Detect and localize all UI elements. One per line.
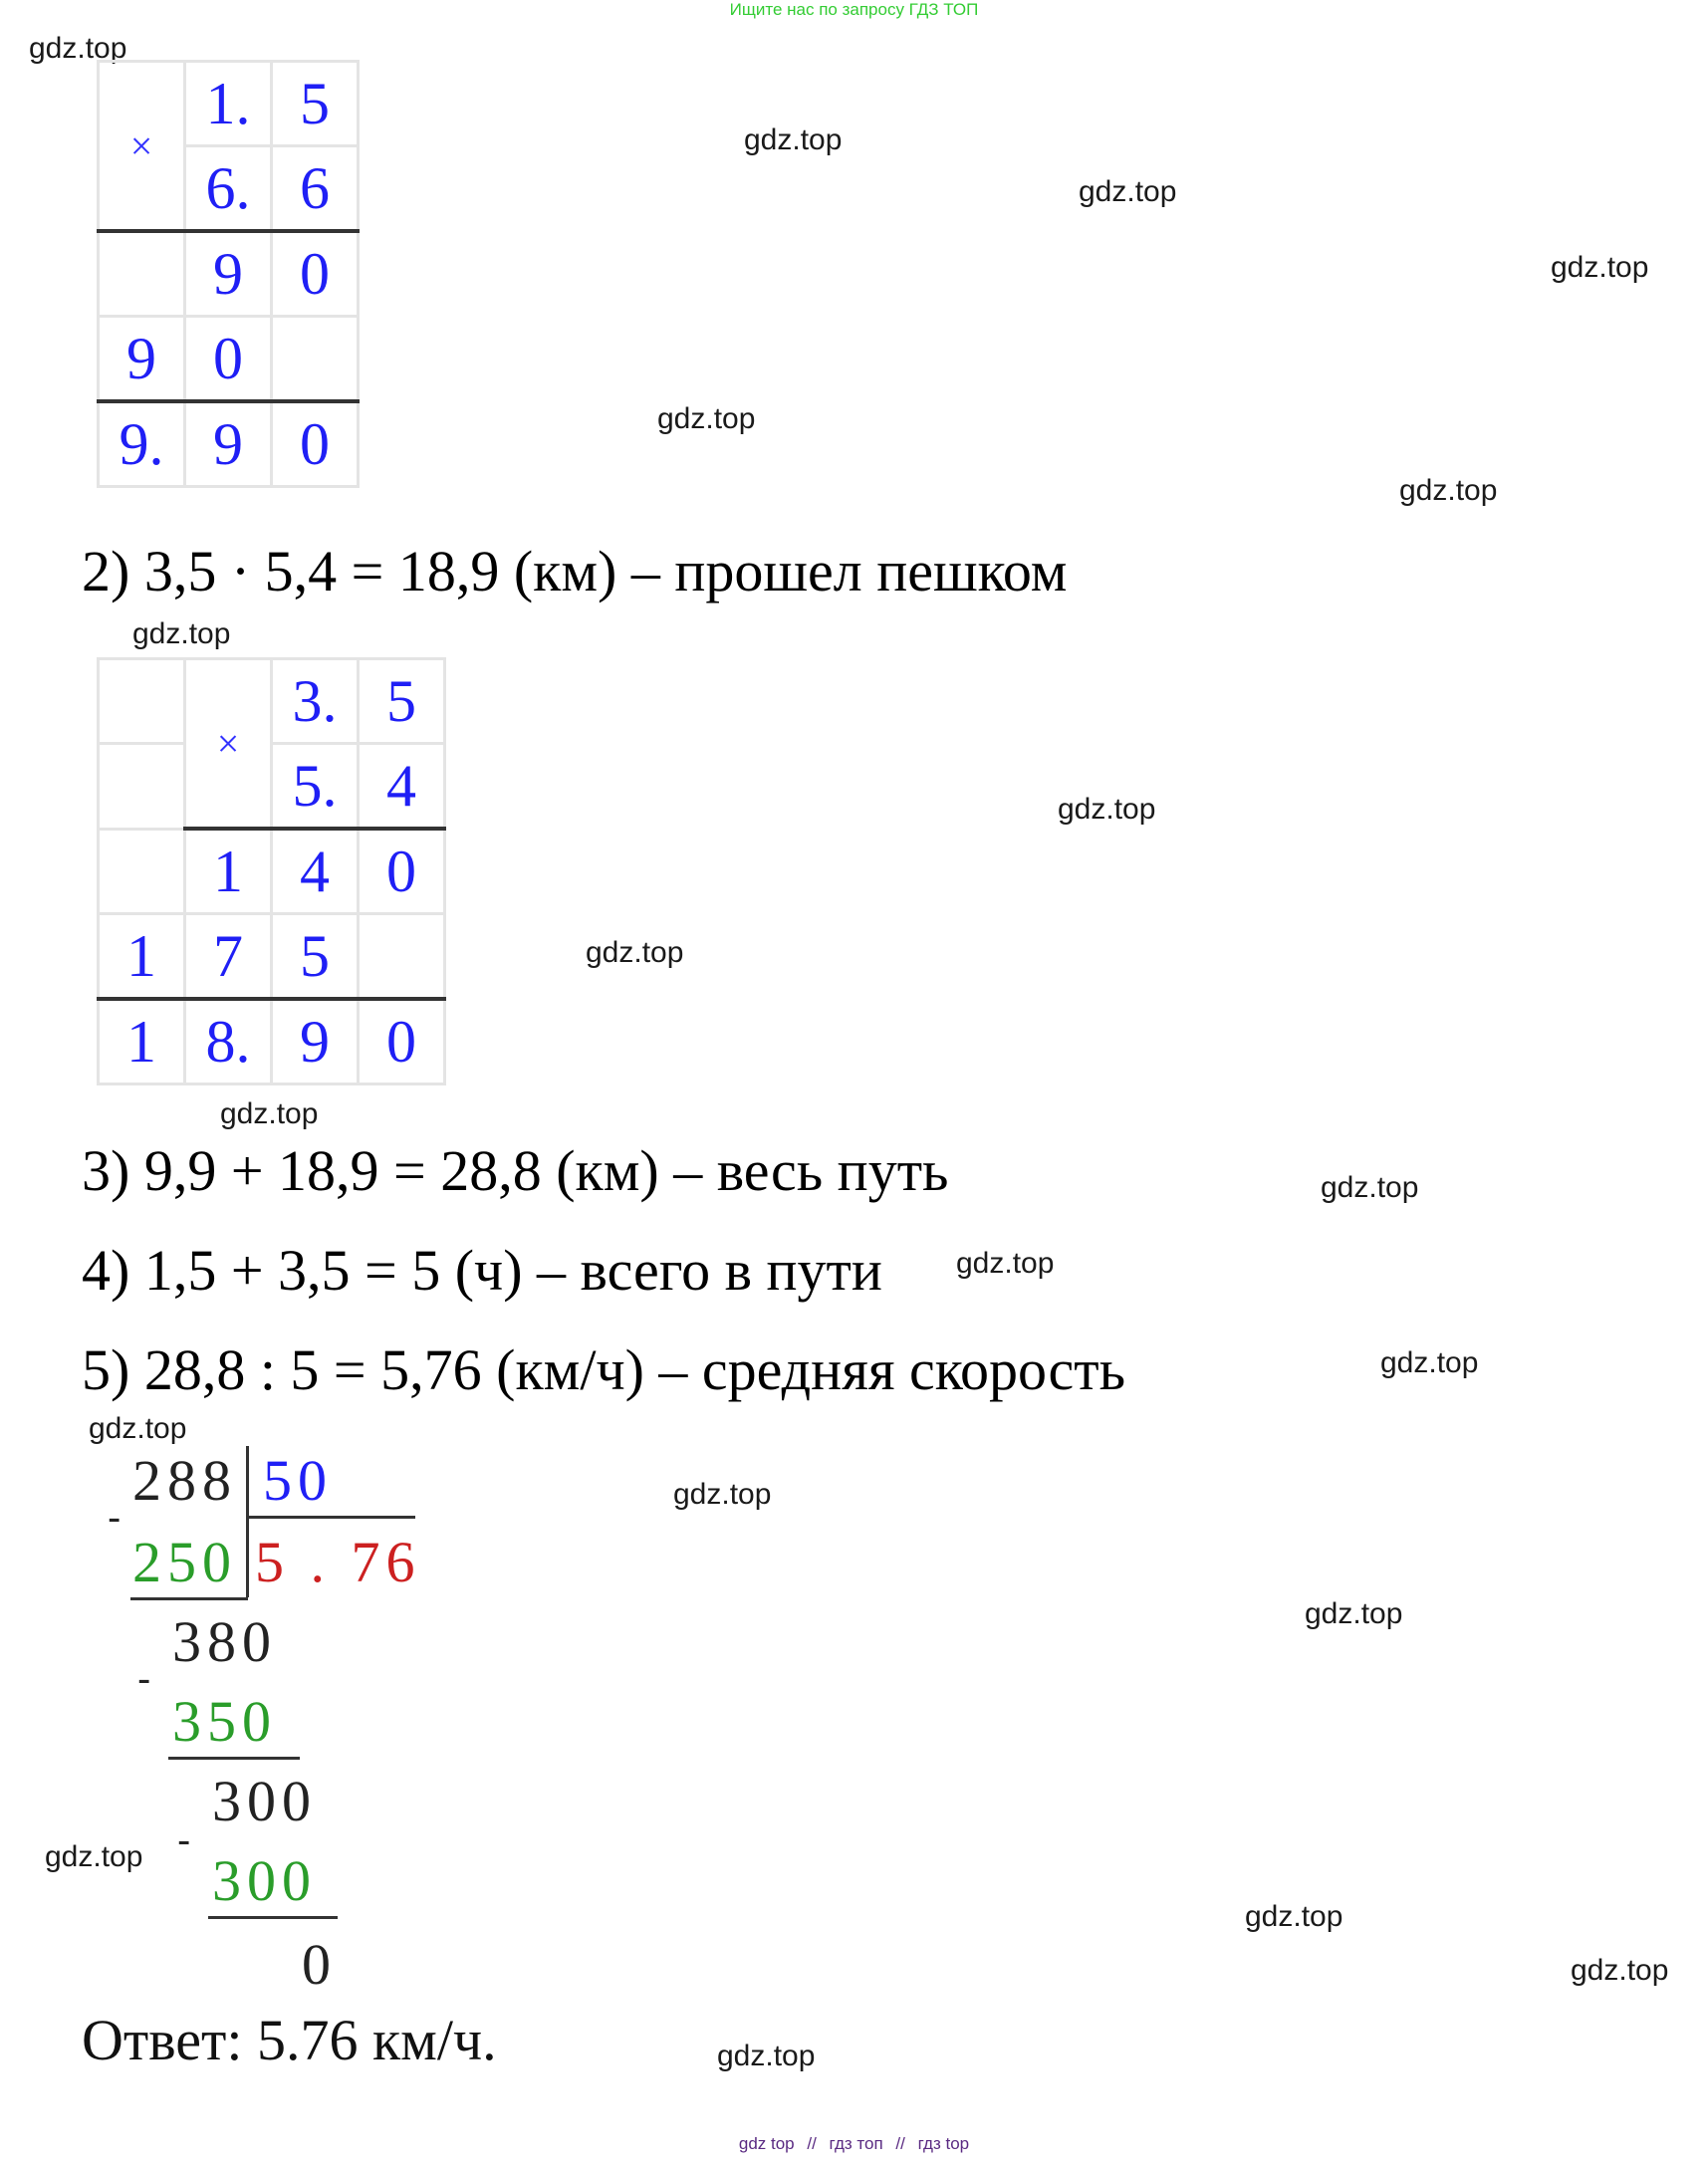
grid-cell: 4 [272,829,359,914]
grid-cell: 9 [272,999,359,1084]
footer-link[interactable]: gdz top [738,2134,795,2153]
watermark: gdz.top [89,1412,187,1445]
watermark: gdz.top [220,1097,319,1130]
multiplication-grid-1 [97,60,360,488]
footer-separator: // [895,2134,905,2153]
grid-cell: 6 [272,146,359,232]
watermark: gdz.top [1305,1597,1403,1630]
grid-cell: 1 [185,829,272,914]
division-subtract-3: 300 [212,1848,317,1913]
footer-link[interactable]: гдз top [917,2134,970,2153]
times-sign: × [185,659,272,830]
division-underline-1 [130,1597,248,1600]
watermark: gdz.top [1079,175,1177,208]
grid-cell [99,231,185,317]
grid-cell: 9. [99,401,185,487]
answer-text: Ответ: 5.76 км/ч. [82,2008,497,2072]
watermark: gdz.top [1321,1171,1419,1204]
division-divisor: 50 [263,1448,333,1513]
times-sign: × [99,62,185,232]
watermark: gdz.top [132,617,231,650]
step-5-text: 5) 28,8 : 5 = 5,76 (км/ч) – средняя скорость [82,1337,1126,1402]
multiplication-grid-2 [97,657,446,1085]
grid-cell: 6. [185,146,272,232]
watermark: gdz.top [673,1478,772,1511]
grid-cell: 0 [185,317,272,402]
grid-cell: 0 [272,231,359,317]
watermark: gdz.top [29,32,127,65]
watermark: gdz.top [657,402,756,435]
grid-cell [99,744,185,830]
grid-cell [99,829,185,914]
division-remainder-1: 380 [172,1609,277,1674]
minus-sign: - [108,1496,122,1540]
grid-cell: 5 [272,62,359,146]
grid-cell: 9 [99,317,185,402]
grid-cell: 5 [272,914,359,1000]
footer-links [0,2134,1708,2154]
watermark: gdz.top [45,1840,143,1873]
division-bar-horizontal [246,1516,415,1519]
grid-cell [272,317,359,402]
grid-cell: 0 [272,401,359,487]
step-3-text: 3) 9,9 + 18,9 = 28,8 (км) – весь путь [82,1138,949,1203]
grid-cell: 0 [359,999,445,1084]
minus-sign: - [177,1818,191,1862]
watermark: gdz.top [956,1247,1055,1280]
grid-cell: 1 [99,999,185,1084]
grid-cell: 1. [185,62,272,146]
watermark: gdz.top [1245,1900,1343,1933]
division-subtract-2: 350 [172,1689,277,1754]
grid-cell: 8. [185,999,272,1084]
step-2-text: 2) 3,5 · 5,4 = 18,9 (км) – прошел пешком [82,539,1068,603]
division-underline-3 [208,1916,338,1919]
watermark: gdz.top [1399,474,1498,507]
footer-link[interactable]: гдз топ [829,2134,883,2153]
grid-cell: 5 [359,659,445,744]
grid-cell [99,659,185,744]
watermark: gdz.top [744,123,843,156]
watermark: gdz.top [1571,1954,1669,1987]
watermark: gdz.top [586,936,684,969]
grid-cell: 5. [272,744,359,830]
grid-cell: 9 [185,401,272,487]
minus-sign: - [137,1657,151,1701]
grid-cell: 3. [272,659,359,744]
division-remainder-2: 300 [212,1769,317,1833]
grid-cell: 7 [185,914,272,1000]
division-underline-2 [168,1757,300,1760]
watermark: gdz.top [1551,251,1649,284]
watermark: gdz.top [1058,793,1156,826]
header-promo-link[interactable]: Ищите нас по запросу ГДЗ ТОП [729,0,979,19]
watermark: gdz.top [717,2040,816,2072]
watermark: gdz.top [1380,1346,1479,1379]
grid-cell: 4 [359,744,445,830]
grid-cell: 0 [359,829,445,914]
division-remainder-final: 0 [302,1932,337,1997]
grid-cell [359,914,445,1000]
footer-separator: // [807,2134,817,2153]
division-subtract-1: 250 [132,1530,237,1594]
step-4-text: 4) 1,5 + 3,5 = 5 (ч) – всего в пути [82,1238,882,1303]
division-bar-vertical [246,1446,249,1597]
grid-cell: 9 [185,231,272,317]
division-dividend: 288 [132,1448,237,1513]
grid-cell: 1 [99,914,185,1000]
division-quotient: 5 . 76 [255,1530,421,1594]
